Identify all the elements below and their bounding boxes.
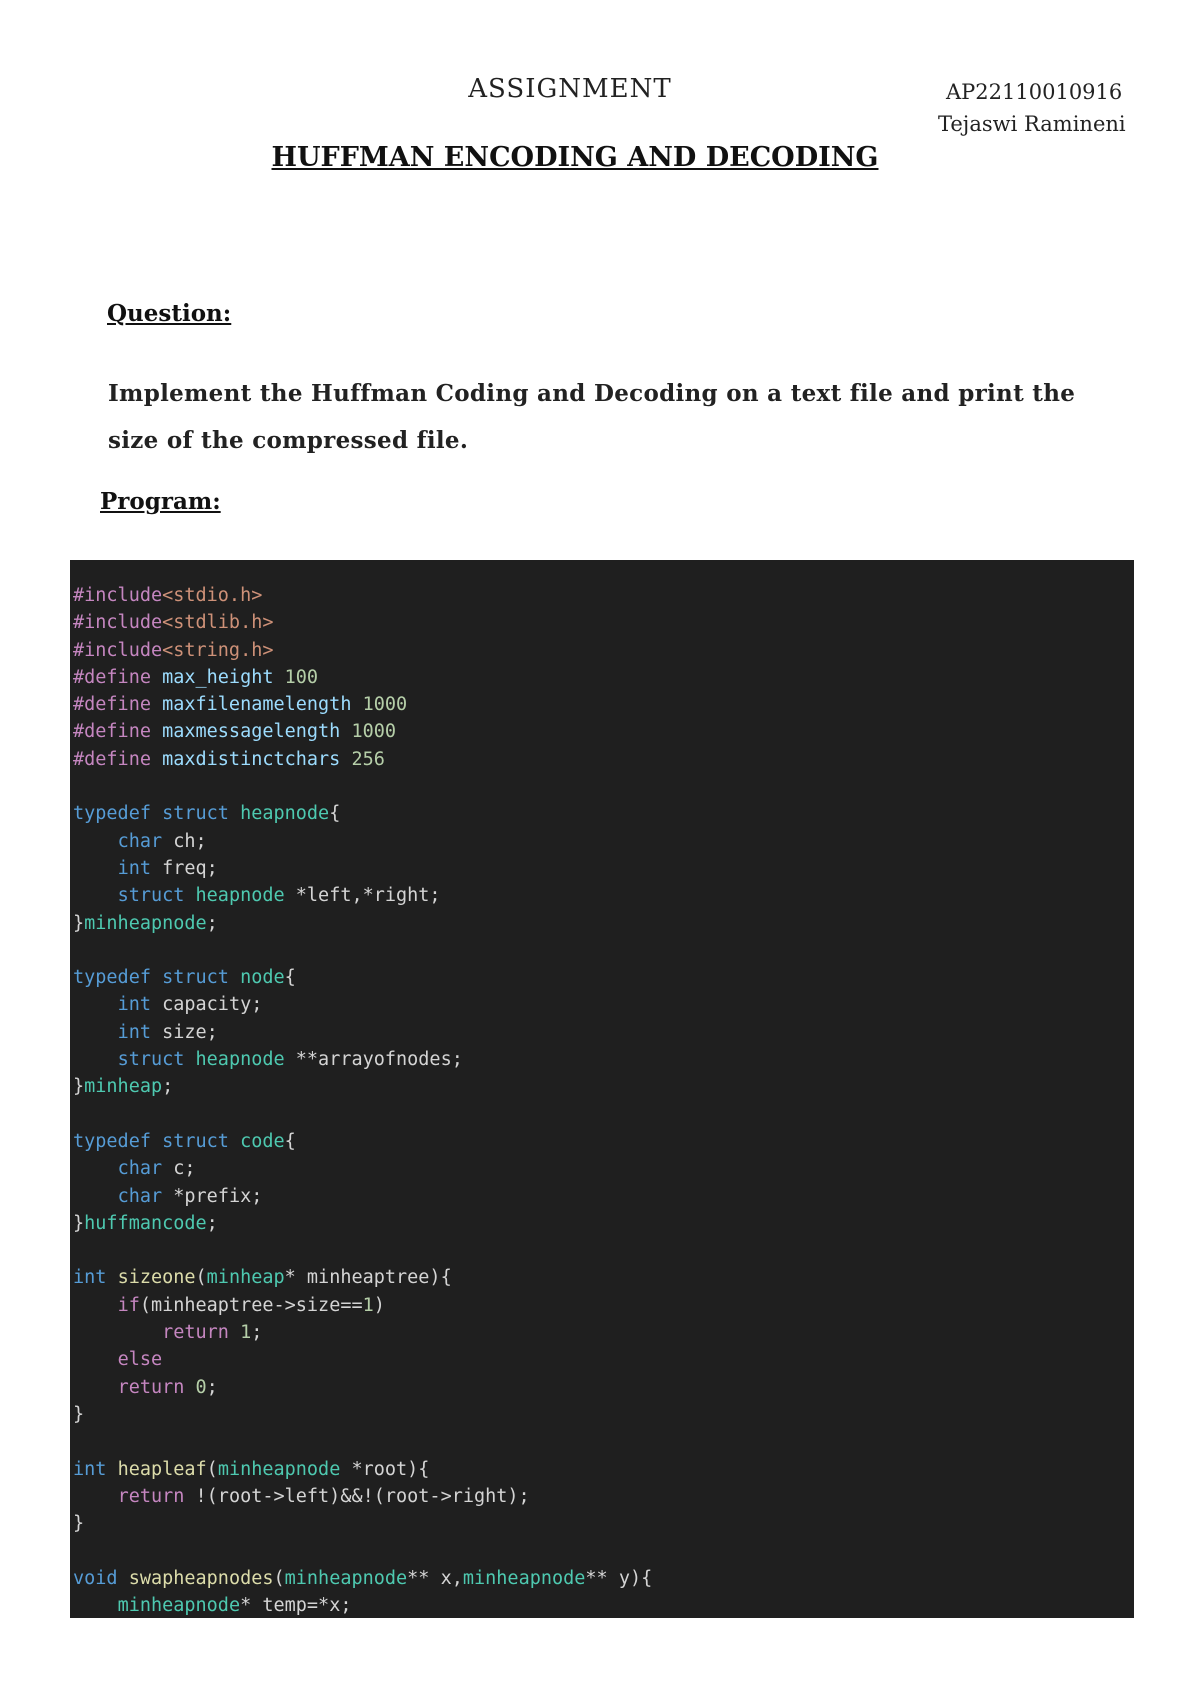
code-line (73, 828, 652, 855)
code-token: { (329, 803, 341, 825)
code-line (73, 1237, 652, 1264)
code-line (73, 1483, 652, 1510)
code-line (73, 1565, 652, 1592)
code-token: char (117, 1158, 163, 1180)
code-line (73, 1510, 652, 1537)
code-line (73, 910, 652, 937)
code-token: struct (117, 1049, 185, 1071)
code-line (73, 637, 652, 664)
code-token: heapleaf (117, 1458, 207, 1480)
code-token: <string.h> (162, 639, 274, 661)
code-token: minheap (84, 1076, 163, 1098)
code-token: #define (73, 694, 151, 716)
code-line (73, 746, 652, 773)
code-token: freq; (150, 857, 218, 879)
question-heading: Question: (107, 300, 232, 327)
code-token: <stdlib.h> (162, 612, 274, 634)
code-token (73, 1295, 118, 1316)
code-token (151, 694, 162, 715)
code-line (73, 937, 652, 964)
code-token (184, 1049, 195, 1070)
code-token: typedef (73, 967, 151, 989)
code-token: heapnode (195, 885, 285, 907)
code-token (73, 831, 118, 852)
code-token (151, 967, 162, 988)
code-token: minheapnode (462, 1567, 586, 1589)
code-line (73, 1592, 652, 1618)
question-text: Implement the Huffman Coding and Decoding on a text file and print the size of the compressed file. (108, 380, 1076, 454)
code-token: 100 (284, 666, 319, 688)
code-token: heapnode (195, 1049, 285, 1071)
code-token: } (73, 1076, 85, 1098)
code-token: int (117, 994, 151, 1016)
code-block (70, 560, 1134, 1618)
code-token (73, 858, 118, 879)
code-token (229, 967, 240, 988)
code-token: node (240, 967, 285, 989)
code-token: typedef (73, 803, 151, 825)
code-token (73, 1595, 118, 1616)
code-token: void (73, 1567, 118, 1589)
code-line (73, 1319, 652, 1346)
code-token: minheap (206, 1267, 285, 1289)
code-token: 1000 (362, 694, 408, 716)
code-token (151, 1131, 162, 1152)
code-token: typedef (73, 1130, 151, 1152)
code-token (73, 1349, 118, 1370)
code-token: * temp=*x; (240, 1594, 352, 1616)
code-token: ( (273, 1567, 285, 1589)
code-token (340, 721, 351, 742)
code-line (73, 1401, 652, 1428)
code-token: #define (73, 666, 151, 688)
code-token: max_height (162, 666, 274, 688)
code-line (73, 1374, 652, 1401)
code-token: c; (162, 1158, 196, 1180)
code-line (73, 882, 652, 909)
code-token: 1 (362, 1294, 374, 1316)
code-token: minheapnode (84, 912, 207, 934)
code-line (73, 691, 652, 718)
code-token: minheapnode (284, 1567, 408, 1589)
code-lines (73, 582, 652, 1618)
code-token: ; (162, 1076, 174, 1098)
code-line (73, 855, 652, 882)
code-line (73, 1046, 652, 1073)
roll-number: AP22110010916 (946, 80, 1123, 104)
code-token: 0 (195, 1376, 207, 1398)
code-token (73, 1186, 118, 1207)
code-token: } (73, 1513, 85, 1535)
code-token: ** y){ (585, 1567, 653, 1589)
code-line (73, 1183, 652, 1210)
code-token: *left,*right; (284, 885, 441, 907)
code-token: <stdio.h> (162, 585, 263, 606)
code-line (73, 800, 652, 827)
code-token: ( (206, 1458, 218, 1480)
code-token: 256 (351, 748, 385, 770)
code-token (118, 1568, 129, 1589)
code-token: struct (117, 885, 185, 907)
code-token: return (117, 1485, 185, 1507)
author-name: Tejaswi Ramineni (938, 112, 1126, 136)
code-line (73, 1264, 652, 1291)
code-token: swapheapnodes (128, 1567, 274, 1589)
code-token: minheapnode (217, 1458, 341, 1480)
code-token (184, 885, 195, 906)
code-token: heapnode (240, 803, 330, 825)
code-token (151, 721, 162, 742)
code-token (351, 694, 362, 715)
code-token: ch; (162, 830, 207, 852)
code-line (73, 964, 652, 991)
code-token: (minheaptree->size== (139, 1294, 363, 1316)
code-token: sizeone (117, 1267, 196, 1289)
code-line (73, 1456, 652, 1483)
code-token: maxdistinctchars (162, 748, 341, 770)
code-token: int (73, 1458, 107, 1480)
code-line (73, 991, 652, 1018)
code-token: **arrayofnodes; (284, 1049, 463, 1071)
code-token: #define (73, 748, 151, 770)
code-token: #include (73, 639, 163, 661)
code-token: return (117, 1376, 185, 1398)
code-token: maxmessagelength (162, 721, 341, 743)
code-token: ** x, (407, 1567, 463, 1589)
code-line (73, 1155, 652, 1182)
code-token: } (73, 1212, 85, 1234)
code-token: int (73, 1267, 107, 1289)
code-token: ) (373, 1294, 385, 1316)
code-token (184, 1377, 195, 1398)
document-title: HUFFMAN ENCODING AND DECODING (271, 142, 879, 173)
code-token: ; (206, 1376, 218, 1398)
code-token: size; (150, 1021, 218, 1043)
code-token: int (117, 857, 151, 879)
code-token (73, 885, 118, 906)
code-token: 1000 (351, 721, 397, 743)
code-line (73, 1073, 652, 1100)
code-token (229, 1322, 240, 1343)
code-token: char (117, 1185, 163, 1207)
code-token: *prefix; (162, 1185, 263, 1207)
code-token (73, 1049, 118, 1070)
code-token: struct (162, 967, 229, 989)
code-token (229, 1131, 240, 1152)
code-token: int (117, 1021, 151, 1043)
code-token: maxfilenamelength (162, 694, 352, 716)
code-token: 1 (240, 1322, 252, 1344)
code-token: code (240, 1130, 285, 1152)
code-token (73, 1377, 118, 1398)
code-token: { (284, 1130, 296, 1152)
code-token: ( (195, 1267, 207, 1289)
code-line (73, 664, 652, 691)
code-token: { (284, 967, 296, 989)
code-token (73, 1486, 118, 1507)
code-token: #define (73, 721, 151, 743)
program-heading: Program: (100, 488, 221, 515)
code-token: else (117, 1349, 163, 1371)
code-token (73, 1022, 118, 1043)
code-token: *root){ (340, 1458, 430, 1480)
code-line (73, 1210, 652, 1237)
code-token: huffmancode (84, 1212, 207, 1234)
code-line (73, 773, 652, 800)
code-token: #include (73, 585, 163, 606)
code-token: ; (206, 1212, 218, 1234)
code-line (73, 1101, 652, 1128)
code-token (106, 1459, 117, 1480)
code-token: minheapnode (117, 1594, 241, 1616)
code-token: #include (73, 612, 163, 634)
code-token (73, 1322, 162, 1343)
code-token (151, 803, 162, 824)
code-token (229, 803, 240, 824)
code-token: * minheaptree){ (284, 1267, 452, 1289)
code-token: return (162, 1322, 229, 1344)
assignment-label: ASSIGNMENT (468, 74, 672, 104)
code-token (274, 667, 285, 688)
code-token: !(root->left)&&!(root->right); (184, 1485, 530, 1507)
code-line (73, 1019, 652, 1046)
code-token: } (73, 912, 85, 934)
code-token (73, 994, 118, 1015)
code-token: char (117, 830, 163, 852)
code-line (73, 1428, 652, 1455)
code-token: struct (162, 1130, 229, 1152)
code-token (106, 1267, 117, 1288)
code-line (73, 609, 652, 636)
code-token (151, 749, 162, 770)
code-line (73, 1128, 652, 1155)
code-line (73, 582, 652, 609)
code-token (151, 667, 162, 688)
code-token: ; (206, 912, 218, 934)
code-line (73, 718, 652, 745)
code-token: capacity; (150, 994, 263, 1016)
code-token (340, 749, 351, 770)
code-line (73, 1537, 652, 1564)
code-token (73, 1158, 118, 1179)
code-token: ; (251, 1322, 263, 1344)
code-token: if (117, 1294, 140, 1316)
code-line (73, 1346, 652, 1373)
code-line (73, 1292, 652, 1319)
code-token: } (73, 1403, 85, 1425)
code-token: struct (162, 803, 229, 825)
